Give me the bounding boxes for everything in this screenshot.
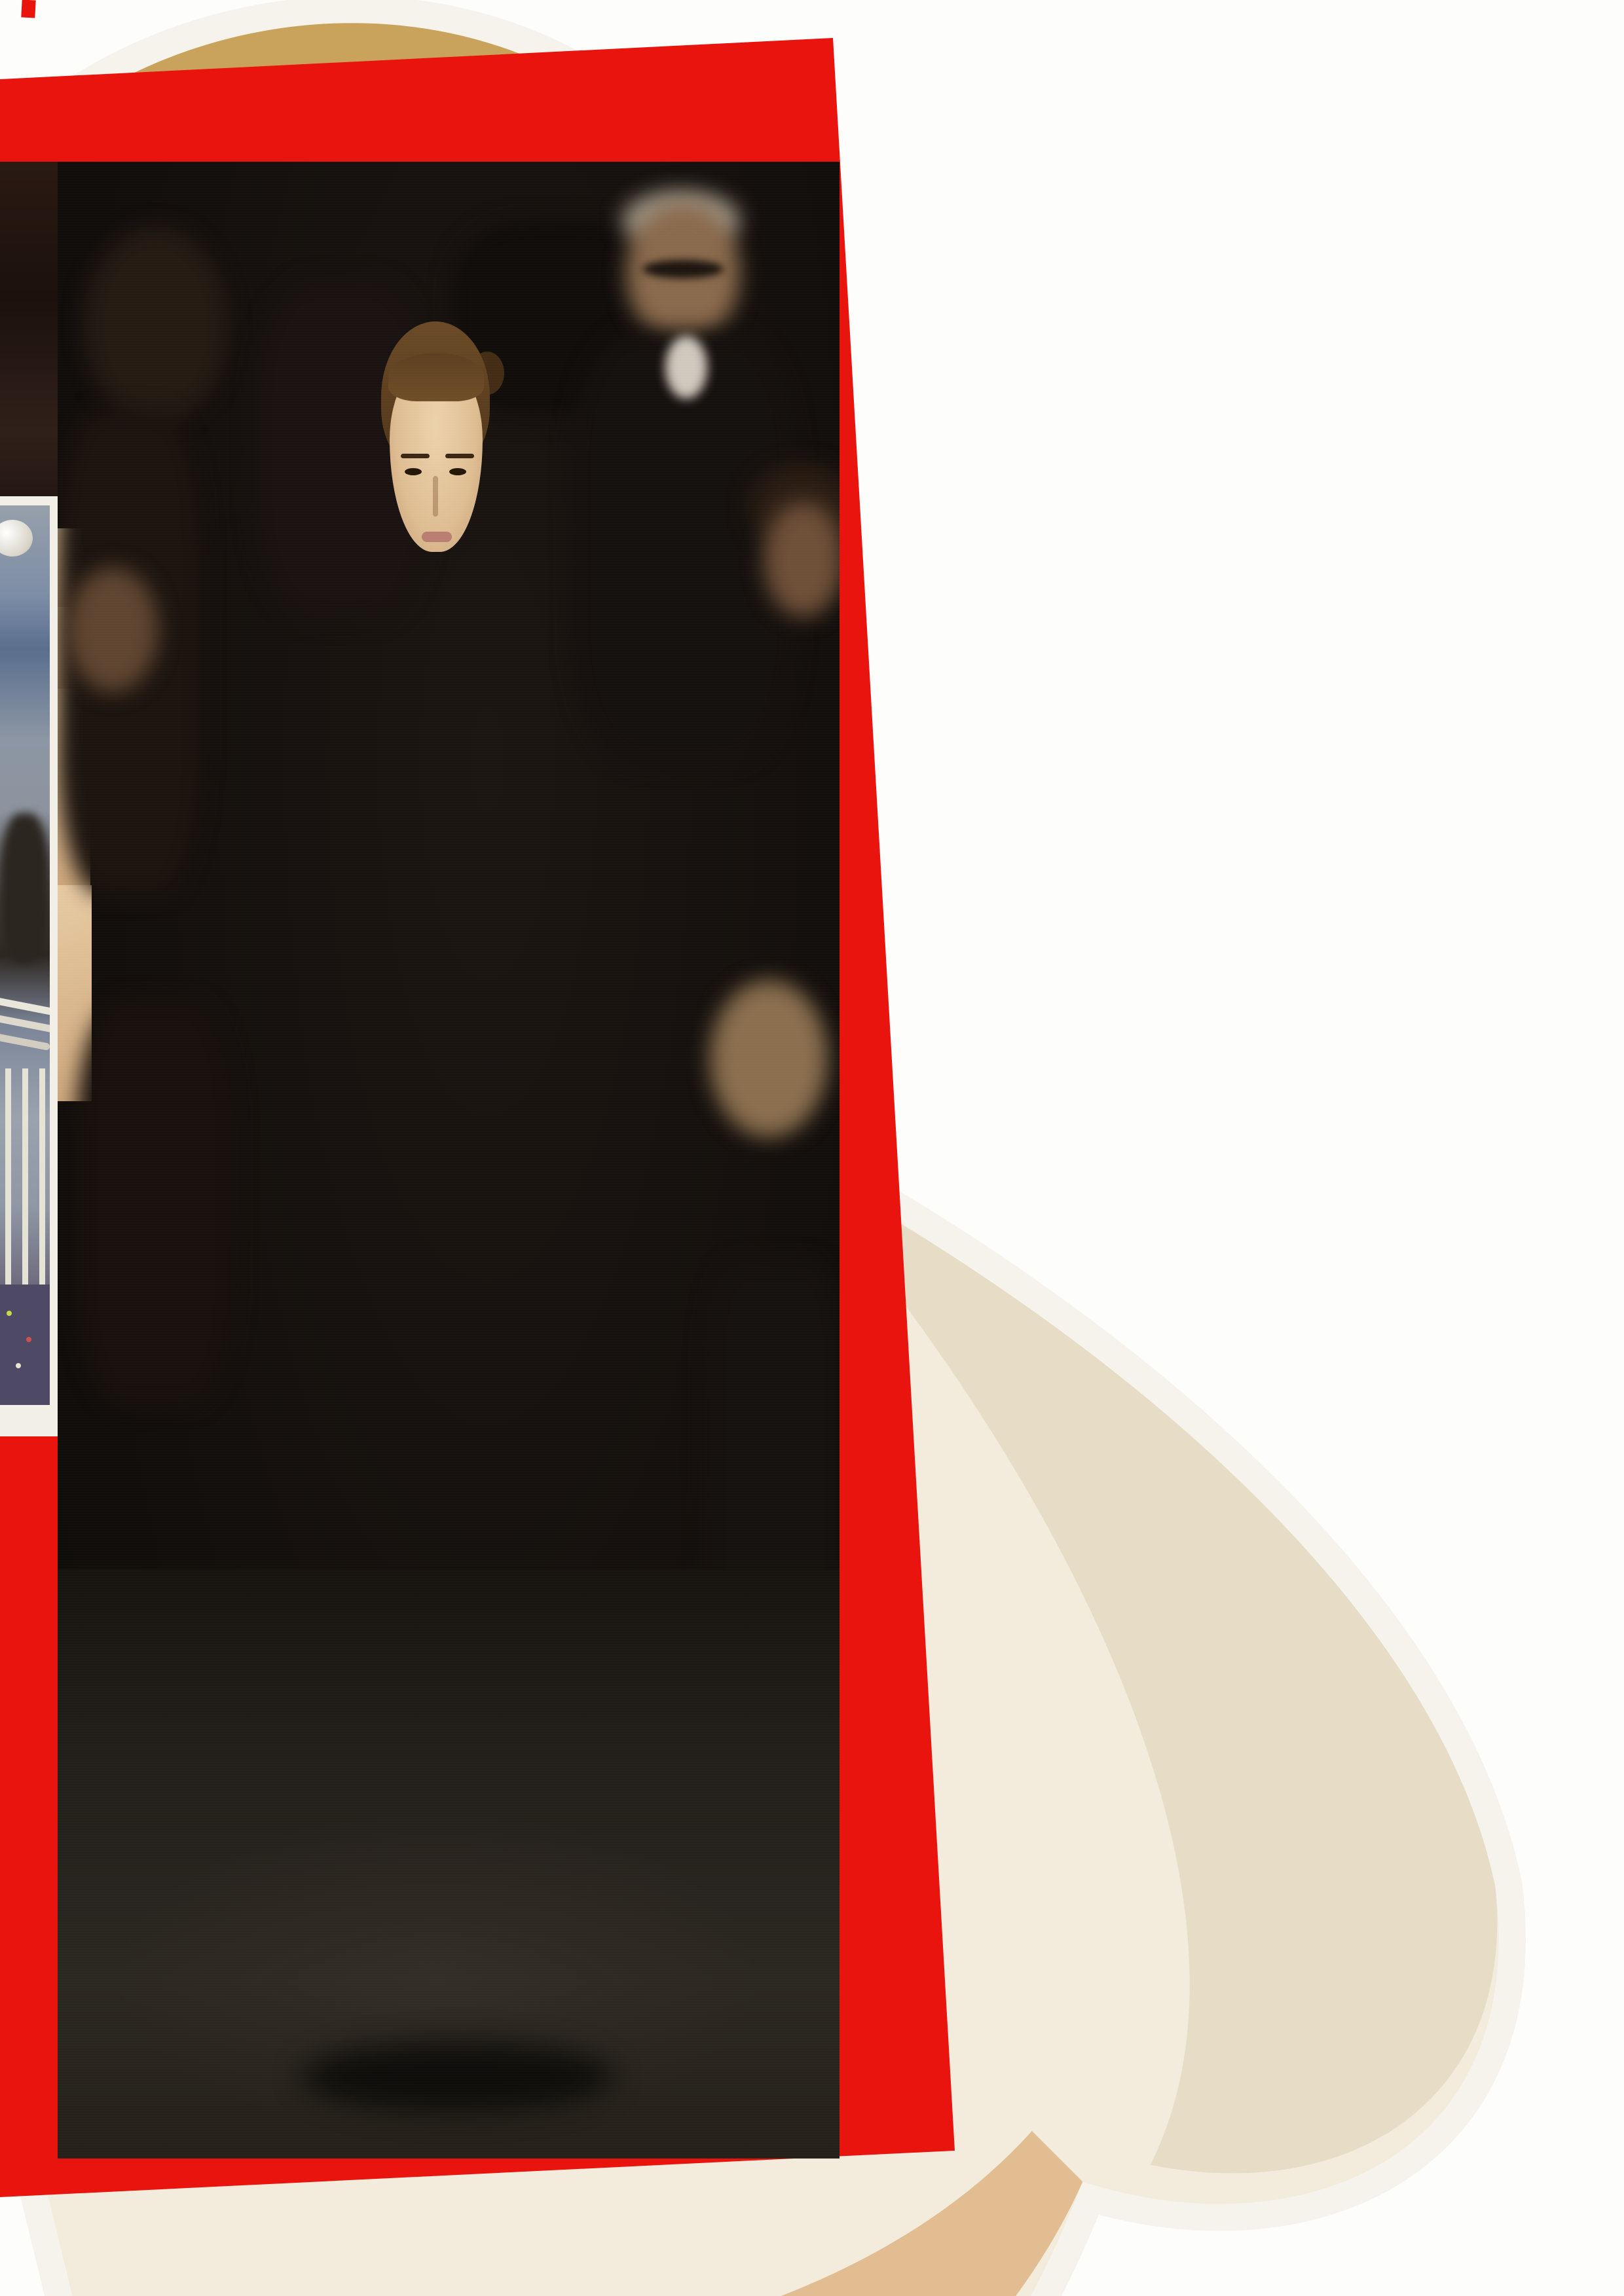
white-ball-shape <box>0 520 33 556</box>
railing-shape <box>0 997 50 1016</box>
confetti-dot <box>7 1311 12 1316</box>
confetti-dot <box>16 1363 21 1368</box>
railing-post <box>39 1068 45 1285</box>
blurred-people-shape <box>0 813 50 964</box>
confetti-dot <box>26 1337 31 1342</box>
runway-photo <box>58 162 840 2159</box>
red-crop-mark <box>21 0 35 18</box>
railing-post <box>5 1068 11 1285</box>
railing-post <box>22 1068 28 1285</box>
left-underlay-strip <box>0 162 58 499</box>
side-photo-cruise <box>0 496 58 1436</box>
side-photo-cruise-image <box>0 505 50 1405</box>
photo-grain <box>58 162 840 2159</box>
deck-floor-shape <box>0 1285 50 1405</box>
